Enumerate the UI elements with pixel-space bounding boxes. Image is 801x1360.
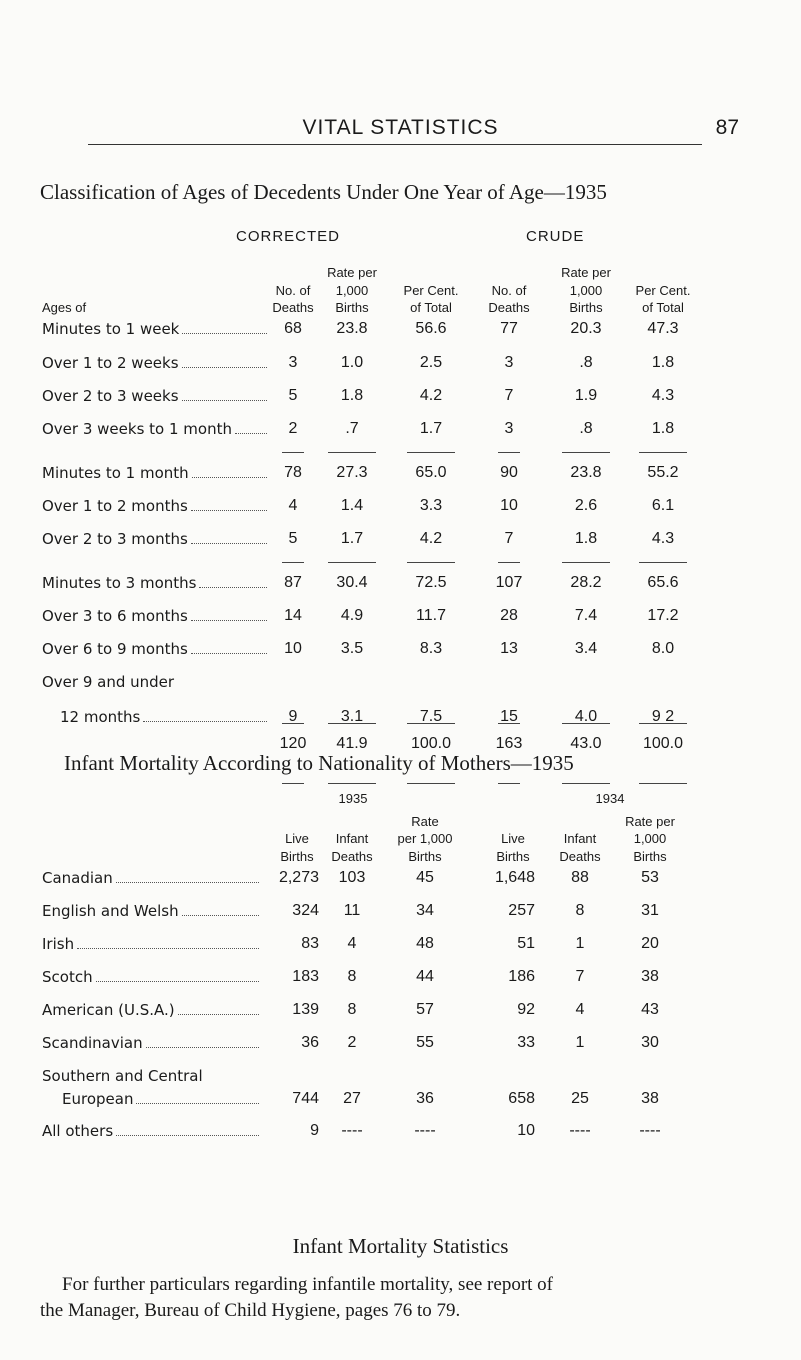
- table1-cell: 4.3: [651, 530, 675, 547]
- table2-cell: 43: [641, 1001, 659, 1018]
- table2-cell: 44: [416, 968, 434, 985]
- table2-cell: 34: [416, 902, 434, 919]
- table2-col-header-line: Deaths: [559, 849, 601, 864]
- table1-cell: 23.8: [570, 464, 602, 481]
- table2-cell: 4: [347, 935, 357, 952]
- page-number: 87: [715, 116, 739, 139]
- table2-cell: 2: [347, 1034, 357, 1051]
- table1-cell: 3: [504, 354, 514, 371]
- table1-row-label-text: Over 1 to 2 weeks: [42, 354, 179, 372]
- table1-cell: 23.8: [336, 320, 368, 337]
- table1-cell: 41.9: [336, 735, 368, 752]
- table2-row-label: Southern and Central: [42, 1067, 203, 1085]
- table2-row-label: [42, 1122, 262, 1140]
- table2-row-label-text: Canadian: [42, 869, 113, 887]
- table1-rule: [498, 783, 520, 784]
- table2-row-label-text: Scandinavian: [42, 1034, 143, 1052]
- table1-col-header-line: Per Cent.: [635, 283, 691, 298]
- table1-cell: 9 2: [651, 708, 675, 725]
- table2-cell: 744: [292, 1090, 319, 1107]
- table1-cell: 3: [288, 354, 298, 371]
- table1-row-label: Over 9 and under: [42, 673, 175, 691]
- table1-row-label-text: Over 1 to 2 months: [42, 497, 188, 515]
- leader-dots: [199, 574, 267, 588]
- table1-cell: 4.3: [651, 387, 675, 404]
- table1-cell: 20.3: [570, 320, 602, 337]
- table1-col-header-line: Births: [335, 300, 369, 315]
- table1-rule: [562, 562, 610, 563]
- table1-cell: 4.2: [419, 530, 443, 547]
- table2-col-header-line: Rate per: [625, 814, 675, 829]
- table1-row-label-text: Over 3 weeks to 1 month: [42, 420, 232, 438]
- table1-row-label: [42, 530, 270, 548]
- table1-cell: 11.7: [416, 607, 446, 624]
- table2-cell: 53: [641, 869, 659, 886]
- table2-row-label: [42, 1034, 262, 1052]
- table2-title: Infant Mortality According to Nationality of Mothers—1935: [64, 751, 574, 775]
- table2-col-header-line: Births: [280, 849, 314, 864]
- table2-cell: 38: [641, 968, 659, 985]
- table2-cell: 183: [292, 968, 319, 985]
- table1-cell: 30.4: [336, 574, 368, 591]
- table2-cell: 1: [575, 1034, 585, 1051]
- table1-cell: 77: [500, 320, 518, 337]
- table1-rule: [562, 723, 610, 724]
- table2-cell: 92: [517, 1001, 535, 1018]
- table2-cell: 8: [347, 1001, 357, 1018]
- table1-row-label: [42, 320, 270, 338]
- table2-col-header-line: Births: [408, 849, 442, 864]
- table1-col-header-line: Deaths: [272, 300, 314, 315]
- table1-rule: [282, 562, 304, 563]
- table1-cell: 55.2: [647, 464, 679, 481]
- table1-rule: [328, 452, 376, 453]
- table1-cell: 27.3: [336, 464, 368, 481]
- table2-cell: 257: [508, 902, 535, 919]
- table1-row-label-text: 12 months: [60, 708, 141, 726]
- table2-cell: 38: [641, 1090, 659, 1107]
- table2-row-label: [42, 869, 262, 887]
- table2-row-label: [62, 1090, 262, 1108]
- table2-cell: 1: [575, 935, 585, 952]
- table1-col-header-line: Births: [569, 300, 603, 315]
- table2-cell: 88: [571, 869, 589, 886]
- table1-cell: 65.6: [647, 574, 679, 591]
- table2-row-label-text: Irish: [42, 935, 75, 953]
- table2-cell: 2,273: [278, 869, 319, 886]
- table1-cell: 163: [495, 735, 523, 752]
- table1-cell: 100.0: [410, 735, 452, 752]
- table1-group-crude: CRUDE: [526, 228, 585, 245]
- table1-col-header-line: 1,000: [335, 283, 369, 298]
- table1-rule: [562, 783, 610, 784]
- table1-row-label-text: Minutes to 1 week: [42, 320, 180, 338]
- table2-row-label-text: American (U.S.A.): [42, 1001, 175, 1019]
- table1-col-header-line: Deaths: [488, 300, 530, 315]
- table2-cell: ----: [569, 1122, 591, 1139]
- table1-cell: 65.0: [415, 464, 447, 481]
- table2-row-label: [42, 968, 262, 986]
- table1-col-header-line: No. of: [491, 283, 527, 298]
- table1-col-header-line: Rate per: [561, 265, 611, 280]
- table2-row-label: [42, 935, 262, 953]
- table1-title: Classification of Ages of Decedents Under One Year of Age—1935: [40, 180, 607, 204]
- table1-col-header-line: Rate per: [327, 265, 377, 280]
- section3-title: Infant Mortality Statistics: [292, 1234, 509, 1258]
- table2-cell: 20: [641, 935, 659, 952]
- table1-row-label: [42, 464, 270, 482]
- table1-cell: 17.2: [647, 607, 679, 624]
- table1-cell: 10: [500, 497, 518, 514]
- table2-cell: 36: [416, 1090, 434, 1107]
- table1-row-label: [42, 497, 270, 515]
- table1-cell: 72.5: [415, 574, 447, 591]
- table2-cell: 48: [416, 935, 434, 952]
- table2-year-1934: 1934: [595, 791, 625, 806]
- table1-cell: 4.9: [340, 607, 364, 624]
- table1-cell: 5: [288, 387, 298, 404]
- table1-cell: 7: [504, 387, 514, 404]
- table1-row-label: [42, 607, 270, 625]
- section3-paragraph-line1: For further particulars regarding infantile mortality, see report of: [62, 1274, 554, 1295]
- table2-cell: 658: [508, 1090, 535, 1107]
- table1-rule: [407, 783, 455, 784]
- table1-cell: 1.0: [340, 354, 364, 371]
- table1-cell: 3.3: [419, 497, 443, 514]
- table1-cell: .7: [345, 420, 359, 437]
- table1-rule: [328, 783, 376, 784]
- leader-dots: [182, 320, 267, 334]
- table2-cell: 45: [416, 869, 434, 886]
- table1-row-label-text: Over 6 to 9 months: [42, 640, 188, 658]
- table1-rule: [282, 452, 304, 453]
- table1-col-header-line: Per Cent.: [403, 283, 459, 298]
- table1-cell: 9: [288, 708, 298, 725]
- table1-cell: 28: [500, 607, 518, 624]
- table2-row-label: [42, 902, 262, 920]
- table2-cell: 186: [508, 968, 535, 985]
- table2-cell: 55: [416, 1034, 434, 1051]
- table1-rule: [498, 562, 520, 563]
- table1-cell: 10: [284, 640, 302, 657]
- table2-cell: 27: [343, 1090, 361, 1107]
- table1-cell: .8: [579, 354, 593, 371]
- table2-cell: 33: [517, 1034, 535, 1051]
- table1-rule: [498, 452, 520, 453]
- table1-cell: 15: [500, 708, 518, 725]
- table1-row-label: [42, 640, 270, 658]
- table1-cell: 1.8: [340, 387, 364, 404]
- table2-col-header-line: Deaths: [331, 849, 373, 864]
- table1-col-ages: Ages of: [42, 300, 87, 315]
- table2-col-header-line: Infant: [563, 831, 597, 846]
- leader-dots: [182, 387, 267, 401]
- table1-cell: 1.8: [651, 420, 675, 437]
- table1-col-header-line: of Total: [410, 300, 452, 315]
- table1-cell: 47.3: [647, 320, 679, 337]
- table1-rule: [639, 452, 687, 453]
- table1-cell: 13: [500, 640, 518, 657]
- table1-row-label: [42, 354, 270, 372]
- table1-rule: [282, 783, 304, 784]
- table1-rule: [282, 723, 304, 724]
- table1-cell: 3.4: [574, 640, 598, 657]
- table1-cell: 28.2: [570, 574, 602, 591]
- table1-row-label-text: Over 2 to 3 weeks: [42, 387, 179, 405]
- table2-cell: 31: [641, 902, 659, 919]
- table2-col-header-line: Births: [633, 849, 667, 864]
- table1-row-label: [42, 420, 270, 438]
- table1-row-label-text: Over 2 to 3 months: [42, 530, 188, 548]
- table1-cell: 4.0: [574, 708, 598, 725]
- header-rule: [88, 144, 702, 145]
- table2-cell: 8: [347, 968, 357, 985]
- table1-row-label: [42, 387, 270, 405]
- table2-col-header-line: per 1,000: [397, 831, 453, 846]
- table1-cell: 4: [288, 497, 298, 514]
- table1-cell: 2: [288, 420, 298, 437]
- table2-cell: 11: [343, 902, 361, 919]
- table1-cell: 120: [279, 735, 307, 752]
- table1-rule: [639, 562, 687, 563]
- table2-col-header-line: 1,000: [633, 831, 667, 846]
- table1-cell: 3.1: [340, 708, 364, 725]
- table1-cell: 78: [284, 464, 302, 481]
- table2-col-header-line: Infant: [335, 831, 369, 846]
- table1-cell: 6.1: [651, 497, 675, 514]
- table1-cell: 100.0: [642, 735, 684, 752]
- table1-cell: 14: [284, 607, 302, 624]
- table2-row-label-text: English and Welsh: [42, 902, 179, 920]
- table2-cell: 10: [517, 1122, 535, 1139]
- table1-row-label: [42, 574, 270, 592]
- table1-col-header-line: 1,000: [569, 283, 603, 298]
- table1-cell: 68: [284, 320, 302, 337]
- table1-col-header-line: of Total: [642, 300, 684, 315]
- table2-col-header-line: Live: [285, 831, 309, 846]
- table1-cell: 8.3: [419, 640, 443, 657]
- table1-row-label-text: Minutes to 1 month: [42, 464, 189, 482]
- table2-row-label-text: Scotch: [42, 968, 93, 986]
- table1-cell: 4.2: [419, 387, 443, 404]
- table2-cell: ----: [639, 1122, 661, 1139]
- table1-cell: 1.4: [340, 497, 364, 514]
- table1-rule: [639, 783, 687, 784]
- table1-rule: [498, 723, 520, 724]
- table1-row-label-text: Over 3 to 6 months: [42, 607, 188, 625]
- table1-col-header-line: No. of: [275, 283, 311, 298]
- leader-dots: [77, 935, 259, 949]
- leader-dots: [192, 464, 267, 478]
- table1-cell: 90: [500, 464, 518, 481]
- table1-cell: 5: [288, 530, 298, 547]
- table2-row-label-text: All others: [42, 1122, 114, 1140]
- table1-cell: 1.8: [651, 354, 675, 371]
- table1-rule: [407, 562, 455, 563]
- section3-paragraph-line2: the Manager, Bureau of Child Hygiene, pages 76 to 79.: [40, 1300, 461, 1321]
- table2-row-label-text: European: [62, 1090, 134, 1108]
- table2-cell: 83: [301, 935, 319, 952]
- table1-cell: 87: [284, 574, 302, 591]
- leader-dots: [96, 968, 259, 982]
- table1-cell: 2.5: [419, 354, 443, 371]
- table1-cell: 1.7: [419, 420, 443, 437]
- table2-cell: 1,648: [494, 869, 535, 886]
- table2-cell: 57: [416, 1001, 434, 1018]
- table2-cell: 30: [641, 1034, 659, 1051]
- table1-cell: 43.0: [570, 735, 602, 752]
- table2-cell: 36: [301, 1034, 319, 1051]
- table1-group-corrected: CORRECTED: [236, 228, 341, 245]
- table2-cell: ----: [414, 1122, 436, 1139]
- leader-dots: [191, 640, 267, 654]
- table1-rule: [328, 562, 376, 563]
- table1-cell: .8: [579, 420, 593, 437]
- running-header-title: VITAL STATISTICS: [302, 116, 499, 139]
- table2-col-header-line: Rate: [411, 814, 439, 829]
- table1-rule: [407, 723, 455, 724]
- table2-col-header-line: Live: [501, 831, 525, 846]
- table1-rule: [639, 723, 687, 724]
- table2-year-1935: 1935: [338, 791, 368, 806]
- table2-cell: 8: [575, 902, 585, 919]
- table1-cell: 1.7: [340, 530, 364, 547]
- table1-rule: [328, 723, 376, 724]
- table2-col-header-line: Births: [496, 849, 530, 864]
- table1-cell: 1.8: [574, 530, 598, 547]
- table2-cell: 324: [292, 902, 319, 919]
- table1-cell: 7: [504, 530, 514, 547]
- table1-cell: 7.5: [419, 708, 443, 725]
- table1-cell: 3.5: [340, 640, 364, 657]
- table2-cell: 7: [575, 968, 585, 985]
- table2-row-label: [42, 1001, 262, 1019]
- table2-cell: 103: [338, 869, 366, 886]
- table1-cell: 3: [504, 420, 514, 437]
- leader-dots: [191, 530, 267, 544]
- table2-cell: 139: [292, 1001, 319, 1018]
- table2-cell: ----: [341, 1122, 363, 1139]
- table2-cell: 51: [517, 935, 535, 952]
- table1-cell: 56.6: [415, 320, 447, 337]
- table1-row-label-text: Minutes to 3 months: [42, 574, 197, 592]
- table1-cell: 8.0: [651, 640, 675, 657]
- table1-rule: [407, 452, 455, 453]
- table1-cell: 107: [495, 574, 523, 591]
- leader-dots: [143, 708, 267, 722]
- table1-rule: [562, 452, 610, 453]
- table1-row-label: [60, 708, 270, 726]
- table2-cell: 9: [310, 1122, 319, 1139]
- table1-cell: 7.4: [574, 607, 598, 624]
- table2-cell: 4: [575, 1001, 585, 1018]
- leader-dots: [191, 607, 267, 621]
- leader-dots: [191, 497, 267, 511]
- leader-dots: [182, 354, 267, 368]
- table1-cell: 1.9: [574, 387, 598, 404]
- table1-cell: 2.6: [574, 497, 598, 514]
- table2-cell: 25: [571, 1090, 589, 1107]
